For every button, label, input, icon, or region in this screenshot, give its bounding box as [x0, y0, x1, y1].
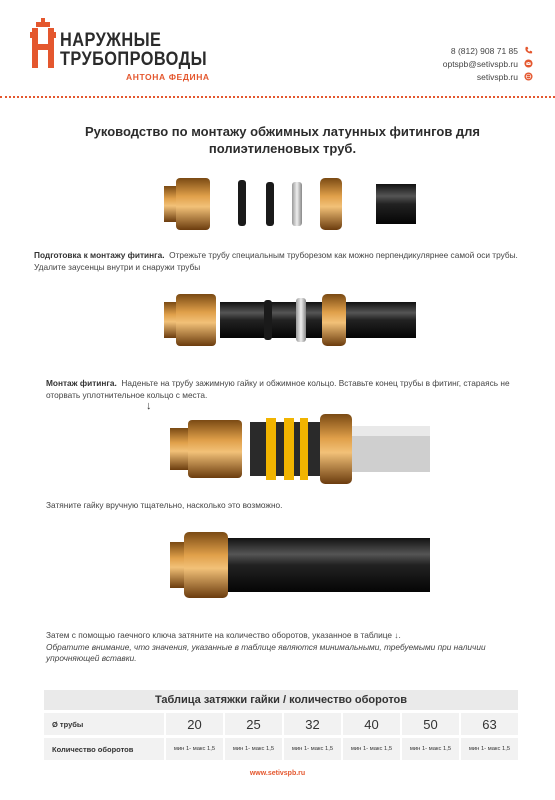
contacts-block: [443, 44, 533, 83]
step-mounting: [46, 378, 526, 401]
mount-label: Монтаж фитинга.: [46, 378, 117, 388]
brand-subtitle: АНТОНА ФЕДИНА: [126, 72, 210, 82]
turns-cell: мин 1- макс 1,5: [166, 738, 223, 760]
contact-email[interactable]: [443, 57, 533, 70]
turns-cell: мин 1- макс 1,5: [284, 738, 341, 760]
diameter-cell: 32: [284, 713, 341, 735]
phone-icon: [524, 46, 533, 55]
diameter-cell: 40: [343, 713, 400, 735]
diameter-cell: 63: [461, 713, 518, 735]
contact-phone[interactable]: [443, 44, 533, 57]
diameter-cell: 25: [225, 713, 282, 735]
phone-text[interactable]: 8 (812) 908 71 85: [450, 45, 518, 56]
table-row-turns: [44, 738, 518, 760]
table-title: Таблица затяжки гайки / количество оборотов: [44, 690, 518, 710]
note-text: Обратите внимание, что значения, указанные в таблице являются минимальными, требуемыми при наличии упрочняющей вставки.: [46, 641, 486, 663]
brand-line1: НАРУЖНЫЕ: [60, 30, 162, 51]
fitting-assembly-illustration: [160, 290, 420, 350]
brand-logo: [30, 14, 230, 84]
page-title: Руководство по монтажу обжимных латунных фитингов для полиэтиленовых труб.: [84, 124, 481, 156]
row-head-turns: Количество оборотов: [44, 738, 164, 760]
footer-link[interactable]: www.setivspb.ru: [249, 770, 306, 777]
fitting-cutaway-illustration: [170, 412, 435, 486]
header-divider: [0, 96, 555, 98]
brand-line2: ТРУБОПРОВОДЫ: [60, 49, 208, 70]
table-row-diameter: [44, 713, 518, 735]
row-head-diameter: Ø трубы: [44, 713, 164, 735]
fitting-final-illustration: [168, 528, 432, 602]
turns-cell: мин 1- макс 1,5: [343, 738, 400, 760]
prep-text: Отрежьте трубу специальным труборезом как можно перпендикулярнее самой оси трубы. Удалите заусенцы внутри и снаружи трубы: [34, 250, 518, 272]
turns-cell: мин 1- макс 1,5: [461, 738, 518, 760]
diameter-cell: 20: [166, 713, 223, 735]
fitting-parts-illustration: [160, 172, 420, 236]
contact-site[interactable]: [443, 70, 533, 83]
wrench-text: Затем с помощью гаечного ключа затяните на количество оборотов, указанное в таблице ↓.: [46, 630, 401, 640]
prep-label: Подготовка к монтажу фитинга.: [34, 250, 165, 260]
tightening-table: [44, 690, 518, 760]
email-icon: [524, 59, 533, 68]
turns-cell: мин 1- макс 1,5: [225, 738, 282, 760]
site-text[interactable]: setivspb.ru: [476, 71, 518, 82]
mount-text: Наденьте на трубу зажимную гайку и обжимное кольцо. Вставьте конец трубы в фитинг, стараясь не оторвать уплотнительное кольцо с места.: [46, 378, 510, 400]
down-arrow-icon: ↓: [146, 400, 152, 412]
turns-cell: мин 1- макс 1,5: [402, 738, 459, 760]
step-preparation: [34, 250, 524, 273]
email-text[interactable]: optspb@setivspb.ru: [442, 58, 518, 69]
step-hand-tighten: Затяните гайку вручную тщательно, насколько это возможно.: [46, 500, 283, 510]
hydrant-logo-icon: [30, 18, 56, 70]
step-wrench: [46, 630, 526, 665]
globe-icon: [524, 72, 533, 81]
diameter-cell: 50: [402, 713, 459, 735]
